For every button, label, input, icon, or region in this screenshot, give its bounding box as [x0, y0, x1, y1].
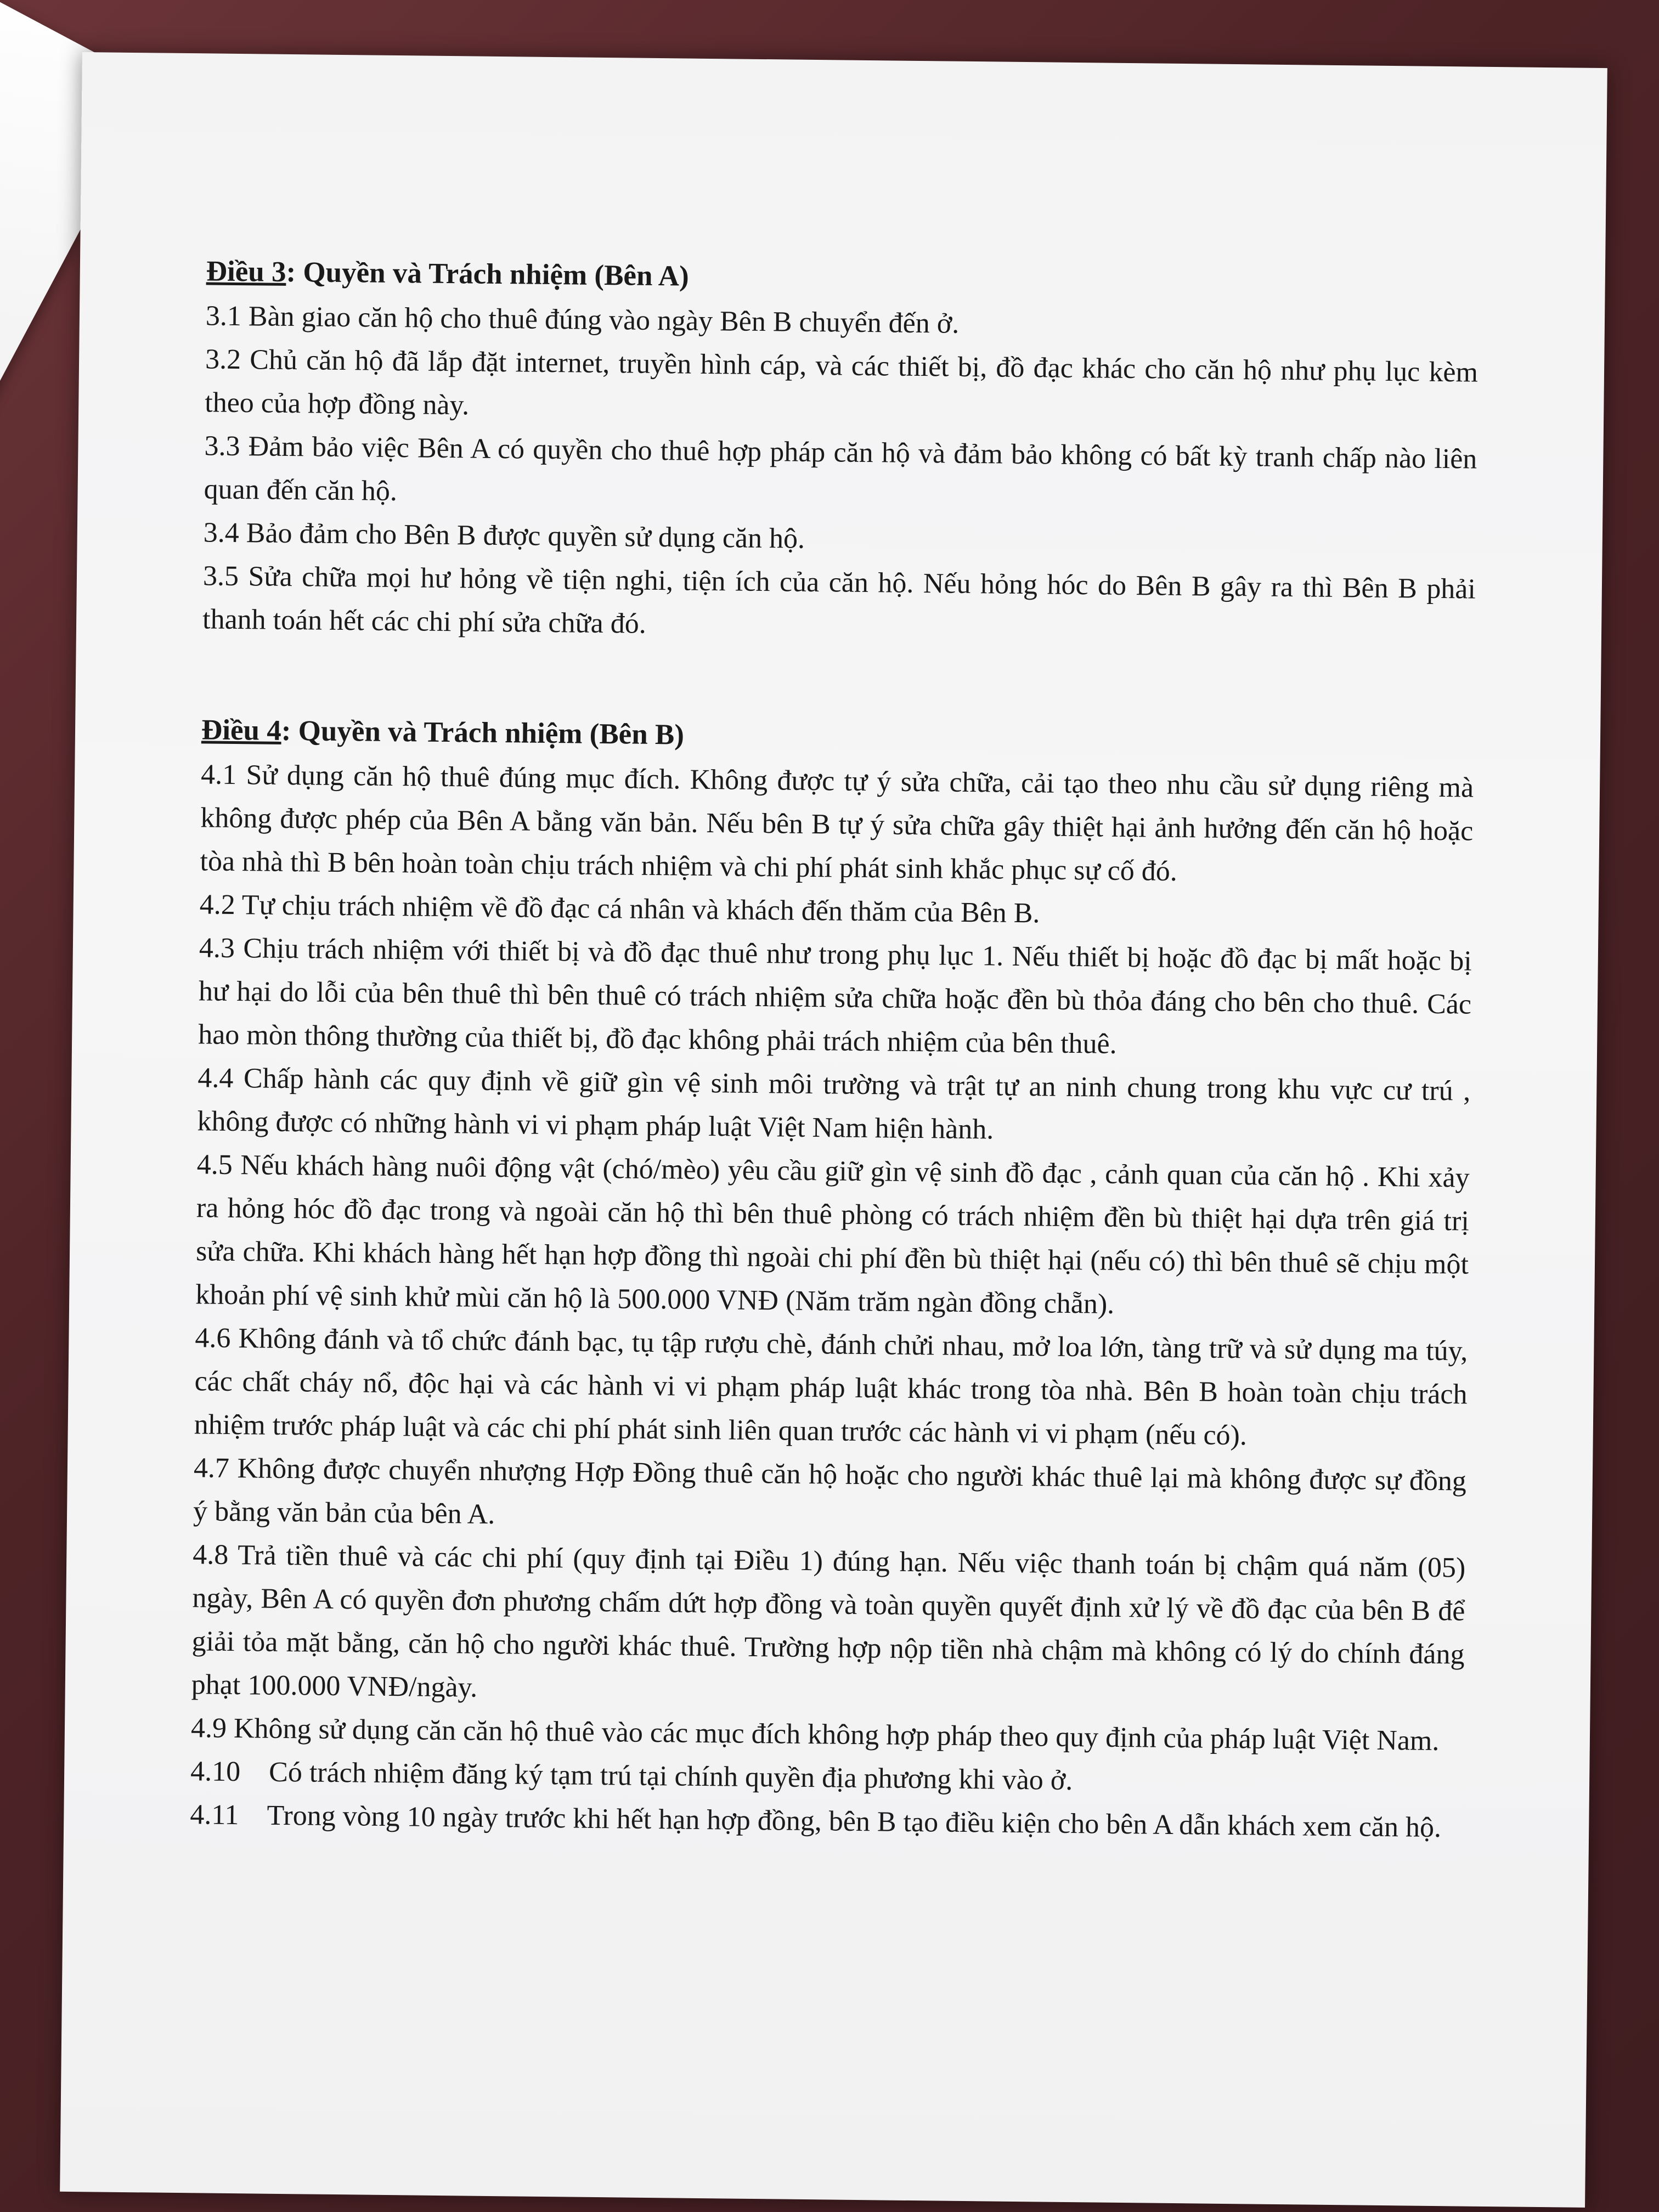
- clause-3-1: 3.1 Bàn giao căn hộ cho thuê đúng vào ngày Bên B chuyển đến ở.: [205, 300, 960, 340]
- clause-4-5: 4.5 Nếu khách hàng nuôi động vật (chó/mèo) yêu cầu giữ gìn vệ sinh đồ đạc , cảnh quan của căn hộ . Khi xảy ra hỏng hóc đồ đạc trong và ngoài căn hộ thì bên thuê phòng có trách nhiệm đền bù thiệt hại dựa trên giá trị sửa chữa. Khi khách hàng hết hạn hợp đồng thì ngoài chi phí đền bù thiệt hại (nếu có) thì bên thuê sẽ chịu một khoản phí vệ sinh khử mùi căn hộ là 500.000 VNĐ (Năm trăm ngàn đồng chẵn).: [195, 1149, 1470, 1320]
- clause-3-4: 3.4 Bảo đảm cho Bên B được quyền sử dụng căn hộ.: [203, 517, 805, 555]
- section-heading-number: Điều 3: [206, 255, 286, 288]
- document-body: [190, 248, 1479, 1849]
- section-dieu-4: [190, 707, 1474, 1849]
- clause-4-10: 4.10 Có trách nhiệm đăng ký tạm trú tại chính quyền địa phương khi vào ở.: [190, 1756, 1073, 1797]
- clause-4-3: 4.3 Chịu trách nhiệm với thiết bị và đồ đạc thuê như trong phụ lục 1. Nếu thiết bị hoặc đồ đạc bị mất hoặc bị hư hại do lỗi của bên thuê thì bên thuê có trách nhiệm sửa chữa hoặc đền bù thỏa đáng cho bên cho thuê. Các hao mòn thông thường của thiết bị, đồ đạc không phải trách nhiệm của bên thuê.: [198, 932, 1472, 1060]
- clause-3-5: 3.5 Sửa chữa mọi hư hỏng về tiện nghi, tiện ích của căn hộ. Nếu hỏng hóc do Bên B gây ra thì Bên B phải thanh toán hết các chi phí sửa chữa đó.: [202, 560, 1476, 640]
- clause-3-3: 3.3 Đảm bảo việc Bên A có quyền cho thuê hợp pháp căn hộ và đảm bảo không có bất kỳ tranh chấp nào liên quan đến căn hộ.: [204, 430, 1477, 507]
- clause-4-1: 4.1 Sử dụng căn hộ thuê đúng mục đích. Không được tự ý sửa chữa, cải tạo theo nhu cầu sử dụng riêng mà không được phép của Bên A bằng văn bản. Nếu bên B tự ý sửa chữa gây thiệt hại ảnh hưởng đến căn hộ hoặc tòa nhà thì B bên hoàn toàn chịu trách nhiệm và chi phí phát sinh khắc phục sự cố đó.: [200, 759, 1474, 887]
- section-heading-title: : Quyền và Trách nhiệm (Bên B): [281, 714, 685, 751]
- section-heading-title: : Quyền và Trách nhiệm (Bên A): [286, 256, 690, 292]
- document-page: [60, 52, 1607, 2208]
- clause-4-11: 4.11 Trong vòng 10 ngày trước khi hết hạn hợp đồng, bên B tạo điều kiện cho bên A dẫn khách xem căn hộ.: [190, 1799, 1442, 1844]
- clause-4-8: 4.8 Trả tiền thuê và các chi phí (quy định tại Điều 1) đúng hạn. Nếu việc thanh toán bị chậm quá năm (05) ngày, Bên A có quyền đơn phương chấm dứt hợp đồng và toàn quyền quyết định xử lý về đồ đạc của bên B để giải tỏa mặt bằng, căn hộ cho người khác thuê. Trường hợp nộp tiền nhà chậm mà không có lý do chính đáng phạt 100.000 VNĐ/ngày.: [191, 1539, 1466, 1703]
- section-heading-number: Điều 4: [201, 714, 282, 747]
- clause-4-4: 4.4 Chấp hành các quy định về giữ gìn vệ sinh môi trường và trật tự an ninh chung trong khu vực cư trú , không được có những hành vi vi phạm pháp luật Việt Nam hiện hành.: [197, 1062, 1471, 1146]
- clause-4-6: 4.6 Không đánh và tổ chức đánh bạc, tụ tập rượu chè, đánh chửi nhau, mở loa lớn, tàng trữ và sử dụng ma túy, các chất cháy nổ, độc hại và các hành vi vi phạm pháp luật khác trong tòa nhà. Bên B hoàn toàn chịu trách nhiệm trước pháp luật và các chi phí phát sinh liên quan trước các hành vi vi phạm (nếu có).: [194, 1322, 1468, 1452]
- clause-4-9: 4.9 Không sử dụng căn căn hộ thuê vào các mục đích không hợp pháp theo quy định của pháp luật Việt Nam.: [190, 1712, 1440, 1757]
- clause-3-2: 3.2 Chủ căn hộ đã lắp đặt internet, truyền hình cáp, và các thiết bị, đồ đạc khác cho căn hộ như phụ lục kèm theo của hợp đồng này.: [205, 343, 1479, 421]
- clause-4-7: 4.7 Không được chuyển nhượng Hợp Đồng thuê căn hộ hoặc cho người khác thuê lại mà không được sự đồng ý bằng văn bản của bên A.: [193, 1452, 1467, 1531]
- clause-4-2: 4.2 Tự chịu trách nhiệm về đồ đạc cá nhân và khách đến thăm của Bên B.: [199, 889, 1040, 929]
- section-dieu-3: [202, 248, 1479, 654]
